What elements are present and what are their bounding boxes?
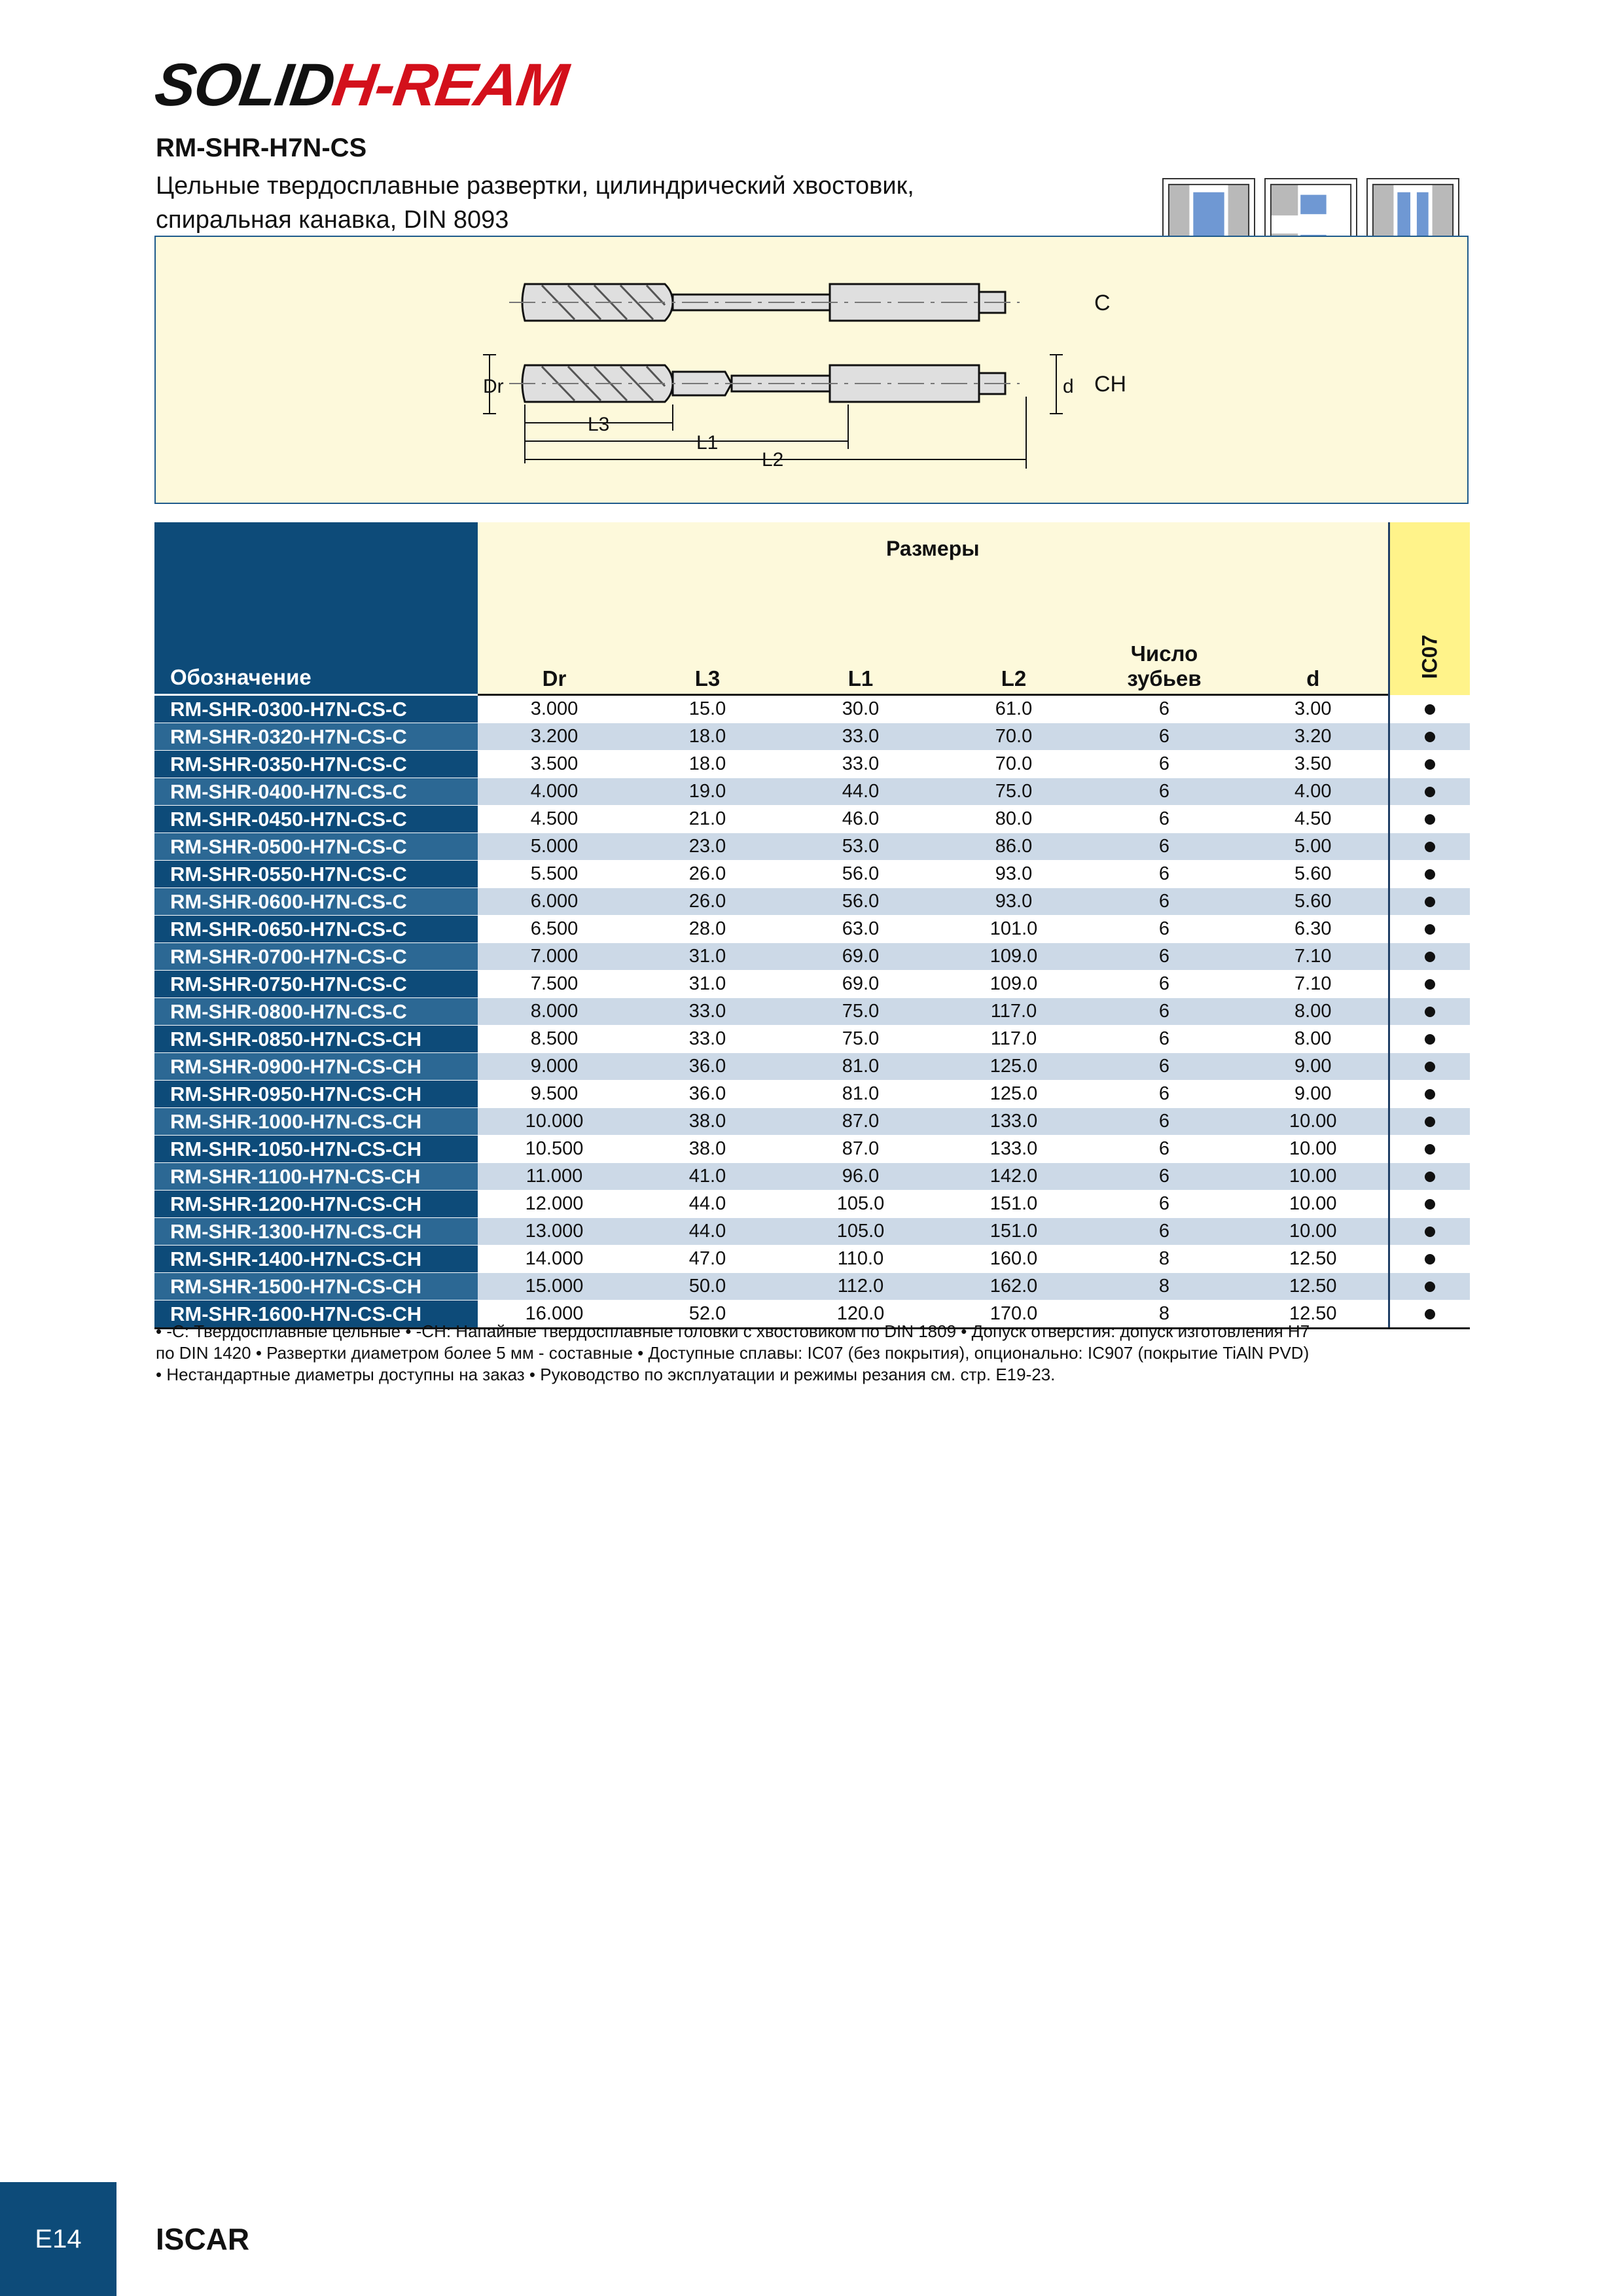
l2-cell: 109.0 — [937, 943, 1090, 971]
note-line-3: • Нестандартные диаметры доступны на заказ • Руководство по эксплуатации и режимы резания см. стр. E19-23. — [156, 1365, 1056, 1384]
dr-cell: 9.000 — [478, 1053, 631, 1081]
l2-cell: 133.0 — [937, 1136, 1090, 1163]
dr-cell: 9.500 — [478, 1081, 631, 1108]
l3-cell: 18.0 — [631, 751, 784, 778]
l3-cell: 33.0 — [631, 998, 784, 1026]
l1-cell: 75.0 — [784, 998, 937, 1026]
grade-availability-cell — [1389, 751, 1470, 778]
l3-cell: 23.0 — [631, 833, 784, 861]
grade-label: IC07 — [1418, 634, 1442, 679]
designation-cell: RM-SHR-0500-H7N-CS-C — [154, 833, 478, 861]
l2-cell: 70.0 — [937, 723, 1090, 751]
l2-cell: 125.0 — [937, 1053, 1090, 1081]
dim-l3-label: L3 — [588, 414, 610, 435]
designation-cell: RM-SHR-0320-H7N-CS-C — [154, 723, 478, 751]
availability-dot-icon — [1425, 1089, 1435, 1100]
d-cell: 3.20 — [1238, 723, 1389, 751]
grade-availability-cell — [1389, 1136, 1470, 1163]
designation-cell: RM-SHR-1050-H7N-CS-CH — [154, 1136, 478, 1163]
d-cell: 10.00 — [1238, 1163, 1389, 1191]
l3-cell: 19.0 — [631, 778, 784, 806]
header-grade-ic07 — [1389, 522, 1470, 695]
grade-availability-cell — [1389, 695, 1470, 723]
grade-availability-cell — [1389, 971, 1470, 998]
dr-cell: 6.000 — [478, 888, 631, 916]
designation-cell: RM-SHR-1500-H7N-CS-CH — [154, 1273, 478, 1300]
dr-cell: 4.000 — [478, 778, 631, 806]
availability-dot-icon — [1425, 1309, 1435, 1319]
l3-cell: 28.0 — [631, 916, 784, 943]
teeth-cell: 8 — [1090, 1273, 1238, 1300]
l3-cell: 38.0 — [631, 1136, 784, 1163]
l2-cell: 109.0 — [937, 971, 1090, 998]
teeth-cell: 6 — [1090, 998, 1238, 1026]
availability-dot-icon — [1425, 897, 1435, 907]
l3-cell: 36.0 — [631, 1081, 784, 1108]
dr-cell: 3.000 — [478, 695, 631, 723]
l1-cell: 33.0 — [784, 723, 937, 751]
grade-availability-cell — [1389, 1026, 1470, 1053]
l2-cell: 93.0 — [937, 861, 1090, 888]
product-description — [156, 169, 1137, 237]
designation-cell: RM-SHR-0600-H7N-CS-C — [154, 888, 478, 916]
table-body — [154, 695, 1470, 1329]
grade-availability-cell — [1389, 888, 1470, 916]
l3-cell: 15.0 — [631, 695, 784, 723]
grade-availability-cell — [1389, 833, 1470, 861]
dim-l2-label: L2 — [762, 449, 784, 471]
designation-cell: RM-SHR-0850-H7N-CS-CH — [154, 1026, 478, 1053]
designation-cell: RM-SHR-0650-H7N-CS-C — [154, 916, 478, 943]
header-l2 — [937, 576, 1090, 695]
table-row — [154, 1246, 1470, 1273]
table-row — [154, 1053, 1470, 1081]
availability-dot-icon — [1425, 1254, 1435, 1265]
dr-cell: 3.200 — [478, 723, 631, 751]
dr-cell: 14.000 — [478, 1246, 631, 1273]
l1-cell: 56.0 — [784, 861, 937, 888]
d-cell: 3.50 — [1238, 751, 1389, 778]
l3-cell: 38.0 — [631, 1108, 784, 1136]
l3-cell: 47.0 — [631, 1246, 784, 1273]
designation-cell: RM-SHR-1300-H7N-CS-CH — [154, 1218, 478, 1246]
l2-cell: 101.0 — [937, 916, 1090, 943]
table-row — [154, 916, 1470, 943]
teeth-cell: 6 — [1090, 1218, 1238, 1246]
l1-cell: 112.0 — [784, 1273, 937, 1300]
table-row — [154, 1191, 1470, 1218]
d-cell: 12.50 — [1238, 1246, 1389, 1273]
table-row — [154, 751, 1470, 778]
availability-dot-icon — [1425, 759, 1435, 770]
note-line-1: • -C: Твердосплавные цельные • -CH: Напайные твердосплавные головки с хвостовиком по DIN 1809 • Допуск отверстия: допуск изготовления H7 — [156, 1321, 1310, 1341]
tool-diagram — [154, 236, 1469, 504]
l2-cell: 70.0 — [937, 751, 1090, 778]
teeth-cell: 6 — [1090, 888, 1238, 916]
grade-availability-cell — [1389, 723, 1470, 751]
table-row — [154, 1026, 1470, 1053]
availability-dot-icon — [1425, 732, 1435, 742]
solid-h-ream-logo — [151, 52, 571, 118]
designation-cell: RM-SHR-0550-H7N-CS-C — [154, 861, 478, 888]
teeth-cell: 6 — [1090, 723, 1238, 751]
l1-cell: 81.0 — [784, 1053, 937, 1081]
l2-cell: 160.0 — [937, 1246, 1090, 1273]
teeth-cell: 6 — [1090, 1136, 1238, 1163]
dr-cell: 16.000 — [478, 1300, 631, 1329]
l2-cell: 80.0 — [937, 806, 1090, 833]
d-cell: 8.00 — [1238, 1026, 1389, 1053]
d-cell: 10.00 — [1238, 1136, 1389, 1163]
grade-availability-cell — [1389, 1273, 1470, 1300]
col-teeth-line1: Число — [1130, 641, 1198, 666]
l3-cell: 44.0 — [631, 1191, 784, 1218]
grade-availability-cell — [1389, 806, 1470, 833]
l1-cell: 63.0 — [784, 916, 937, 943]
d-cell: 3.00 — [1238, 695, 1389, 723]
teeth-cell: 6 — [1090, 1053, 1238, 1081]
l2-cell: 125.0 — [937, 1081, 1090, 1108]
table-row — [154, 888, 1470, 916]
teeth-cell: 6 — [1090, 861, 1238, 888]
table-row — [154, 833, 1470, 861]
teeth-cell: 6 — [1090, 1191, 1238, 1218]
l3-cell: 21.0 — [631, 806, 784, 833]
dim-dr-label: Dr — [483, 376, 504, 397]
d-cell: 4.50 — [1238, 806, 1389, 833]
variant-c-label: C — [1094, 291, 1111, 315]
col-l2: L2 — [1001, 666, 1027, 691]
l3-cell: 52.0 — [631, 1300, 784, 1329]
variant-ch-label: CH — [1094, 372, 1127, 397]
teeth-cell: 6 — [1090, 778, 1238, 806]
l3-cell: 26.0 — [631, 861, 784, 888]
header-dr — [478, 576, 631, 695]
teeth-cell: 6 — [1090, 943, 1238, 971]
d-cell: 10.00 — [1238, 1218, 1389, 1246]
l1-cell: 30.0 — [784, 695, 937, 723]
table-row — [154, 1108, 1470, 1136]
table-row — [154, 806, 1470, 833]
availability-dot-icon — [1425, 924, 1435, 935]
designation-cell: RM-SHR-0700-H7N-CS-C — [154, 943, 478, 971]
header-l3 — [631, 576, 784, 695]
table-row — [154, 943, 1470, 971]
table-row — [154, 778, 1470, 806]
availability-dot-icon — [1425, 869, 1435, 880]
d-cell: 10.00 — [1238, 1108, 1389, 1136]
l2-cell: 75.0 — [937, 778, 1090, 806]
l2-cell: 151.0 — [937, 1191, 1090, 1218]
designation-cell: RM-SHR-1100-H7N-CS-CH — [154, 1163, 478, 1191]
l1-cell: 69.0 — [784, 971, 937, 998]
designation-cell: RM-SHR-0400-H7N-CS-C — [154, 778, 478, 806]
teeth-cell: 6 — [1090, 751, 1238, 778]
designation-cell: RM-SHR-0750-H7N-CS-C — [154, 971, 478, 998]
dim-d-label: d — [1063, 376, 1074, 397]
header-dimensions: Размеры — [478, 522, 1389, 576]
table-row — [154, 1163, 1470, 1191]
l2-cell: 93.0 — [937, 888, 1090, 916]
l1-cell: 105.0 — [784, 1191, 937, 1218]
d-cell: 9.00 — [1238, 1053, 1389, 1081]
table-row — [154, 1273, 1470, 1300]
dr-cell: 10.000 — [478, 1108, 631, 1136]
l1-cell: 120.0 — [784, 1300, 937, 1329]
d-cell: 8.00 — [1238, 998, 1389, 1026]
teeth-cell: 8 — [1090, 1246, 1238, 1273]
dr-cell: 7.000 — [478, 943, 631, 971]
availability-dot-icon — [1425, 1199, 1435, 1210]
teeth-cell: 6 — [1090, 916, 1238, 943]
teeth-cell: 6 — [1090, 695, 1238, 723]
availability-dot-icon — [1425, 952, 1435, 962]
d-cell: 7.10 — [1238, 943, 1389, 971]
availability-dot-icon — [1425, 979, 1435, 990]
l1-cell: 81.0 — [784, 1081, 937, 1108]
d-cell: 10.00 — [1238, 1191, 1389, 1218]
grade-availability-cell — [1389, 778, 1470, 806]
l3-cell: 41.0 — [631, 1163, 784, 1191]
logo-part-hream: H-REAM — [328, 52, 571, 118]
availability-dot-icon — [1425, 1172, 1435, 1182]
header-designation: Обозначение — [154, 522, 478, 695]
grade-availability-cell — [1389, 861, 1470, 888]
l3-cell: 33.0 — [631, 1026, 784, 1053]
l2-cell: 117.0 — [937, 1026, 1090, 1053]
teeth-cell: 8 — [1090, 1300, 1238, 1329]
availability-dot-icon — [1425, 704, 1435, 715]
dr-cell: 3.500 — [478, 751, 631, 778]
header-teeth — [1090, 576, 1238, 695]
grade-availability-cell — [1389, 1108, 1470, 1136]
col-teeth-line2: зубьев — [1127, 666, 1202, 691]
l2-cell: 86.0 — [937, 833, 1090, 861]
col-l3: L3 — [694, 666, 721, 691]
l1-cell: 110.0 — [784, 1246, 937, 1273]
l2-cell: 142.0 — [937, 1163, 1090, 1191]
availability-dot-icon — [1425, 1007, 1435, 1017]
availability-dot-icon — [1425, 1227, 1435, 1237]
header-l1 — [784, 576, 937, 695]
d-cell: 4.00 — [1238, 778, 1389, 806]
dr-cell: 11.000 — [478, 1163, 631, 1191]
designation-cell: RM-SHR-0900-H7N-CS-CH — [154, 1053, 478, 1081]
grade-availability-cell — [1389, 916, 1470, 943]
teeth-cell: 6 — [1090, 1163, 1238, 1191]
table-row — [154, 861, 1470, 888]
l3-cell: 26.0 — [631, 888, 784, 916]
note-line-2: по DIN 1420 • Развертки диаметром более 5 мм - составные • Доступные сплавы: IC07 (без покрытия), опционально: IC907 (покрытие TiAlN PVD) — [156, 1343, 1310, 1363]
availability-dot-icon — [1425, 814, 1435, 825]
designation-cell: RM-SHR-1200-H7N-CS-CH — [154, 1191, 478, 1218]
l2-cell: 151.0 — [937, 1218, 1090, 1246]
table-row — [154, 1218, 1470, 1246]
dr-cell: 13.000 — [478, 1218, 631, 1246]
availability-dot-icon — [1425, 842, 1435, 852]
l3-cell: 18.0 — [631, 723, 784, 751]
grade-availability-cell — [1389, 1218, 1470, 1246]
d-cell: 6.30 — [1238, 916, 1389, 943]
dr-cell: 15.000 — [478, 1273, 631, 1300]
dr-cell: 8.500 — [478, 1026, 631, 1053]
availability-dot-icon — [1425, 1117, 1435, 1127]
designation-cell: RM-SHR-0450-H7N-CS-C — [154, 806, 478, 833]
l3-cell: 31.0 — [631, 943, 784, 971]
grade-availability-cell — [1389, 1191, 1470, 1218]
dr-cell: 4.500 — [478, 806, 631, 833]
availability-dot-icon — [1425, 787, 1435, 797]
table-row — [154, 1081, 1470, 1108]
dr-cell: 5.500 — [478, 861, 631, 888]
designation-cell: RM-SHR-0350-H7N-CS-C — [154, 751, 478, 778]
description-line-1: Цельные твердосплавные развертки, цилиндрический хвостовик, — [156, 172, 914, 200]
d-cell: 12.50 — [1238, 1273, 1389, 1300]
availability-dot-icon — [1425, 1282, 1435, 1292]
col-l1: L1 — [847, 666, 874, 691]
l1-cell: 46.0 — [784, 806, 937, 833]
dim-l1-label: L1 — [696, 432, 719, 454]
l1-cell: 87.0 — [784, 1136, 937, 1163]
grade-availability-cell — [1389, 943, 1470, 971]
table-row — [154, 1136, 1470, 1163]
footnotes — [156, 1321, 1471, 1386]
col-dr: Dr — [542, 666, 567, 691]
logo-part-solid: SOLID — [151, 52, 338, 118]
footer-brand: ISCAR — [156, 2222, 250, 2256]
table-row — [154, 971, 1470, 998]
teeth-cell: 6 — [1090, 806, 1238, 833]
l3-cell: 36.0 — [631, 1053, 784, 1081]
teeth-cell: 6 — [1090, 971, 1238, 998]
reamer-drawing — [156, 237, 1467, 503]
dr-cell: 6.500 — [478, 916, 631, 943]
d-cell: 7.10 — [1238, 971, 1389, 998]
l3-cell: 31.0 — [631, 971, 784, 998]
designation-cell: RM-SHR-1000-H7N-CS-CH — [154, 1108, 478, 1136]
dr-cell: 5.000 — [478, 833, 631, 861]
designation-cell: RM-SHR-0800-H7N-CS-C — [154, 998, 478, 1026]
designation-cell: RM-SHR-0300-H7N-CS-C — [154, 695, 478, 723]
l1-cell: 75.0 — [784, 1026, 937, 1053]
product-code: RM-SHR-H7N-CS — [156, 134, 367, 162]
l3-cell: 44.0 — [631, 1218, 784, 1246]
designation-cell: RM-SHR-1600-H7N-CS-CH — [154, 1300, 478, 1329]
grade-availability-cell — [1389, 1163, 1470, 1191]
dr-cell: 12.000 — [478, 1191, 631, 1218]
l2-cell: 117.0 — [937, 998, 1090, 1026]
teeth-cell: 6 — [1090, 1026, 1238, 1053]
dr-cell: 10.500 — [478, 1136, 631, 1163]
page-number-tab: E14 — [0, 2182, 116, 2296]
l1-cell: 87.0 — [784, 1108, 937, 1136]
l1-cell: 56.0 — [784, 888, 937, 916]
designation-cell: RM-SHR-0950-H7N-CS-CH — [154, 1081, 478, 1108]
col-d: d — [1306, 666, 1320, 691]
l2-cell: 61.0 — [937, 695, 1090, 723]
teeth-cell: 6 — [1090, 1081, 1238, 1108]
d-cell: 12.50 — [1238, 1300, 1389, 1329]
l2-cell: 170.0 — [937, 1300, 1090, 1329]
availability-dot-icon — [1425, 1062, 1435, 1072]
header-d — [1238, 576, 1389, 695]
grade-availability-cell — [1389, 998, 1470, 1026]
l2-cell: 133.0 — [937, 1108, 1090, 1136]
table-row — [154, 723, 1470, 751]
grade-availability-cell — [1389, 1081, 1470, 1108]
description-line-2: спиральная канавка, DIN 8093 — [156, 206, 509, 234]
grade-availability-cell — [1389, 1053, 1470, 1081]
spec-table — [154, 522, 1470, 1329]
dr-cell: 8.000 — [478, 998, 631, 1026]
table-row — [154, 998, 1470, 1026]
availability-dot-icon — [1425, 1144, 1435, 1155]
l1-cell: 53.0 — [784, 833, 937, 861]
d-cell: 5.00 — [1238, 833, 1389, 861]
d-cell: 9.00 — [1238, 1081, 1389, 1108]
designation-cell: RM-SHR-1400-H7N-CS-CH — [154, 1246, 478, 1273]
dr-cell: 7.500 — [478, 971, 631, 998]
table-row — [154, 695, 1470, 723]
l1-cell: 69.0 — [784, 943, 937, 971]
teeth-cell: 6 — [1090, 1108, 1238, 1136]
availability-dot-icon — [1425, 1034, 1435, 1045]
l1-cell: 44.0 — [784, 778, 937, 806]
d-cell: 5.60 — [1238, 861, 1389, 888]
teeth-cell: 6 — [1090, 833, 1238, 861]
l1-cell: 96.0 — [784, 1163, 937, 1191]
l2-cell: 162.0 — [937, 1273, 1090, 1300]
l1-cell: 33.0 — [784, 751, 937, 778]
grade-availability-cell — [1389, 1246, 1470, 1273]
l1-cell: 105.0 — [784, 1218, 937, 1246]
l3-cell: 50.0 — [631, 1273, 784, 1300]
d-cell: 5.60 — [1238, 888, 1389, 916]
